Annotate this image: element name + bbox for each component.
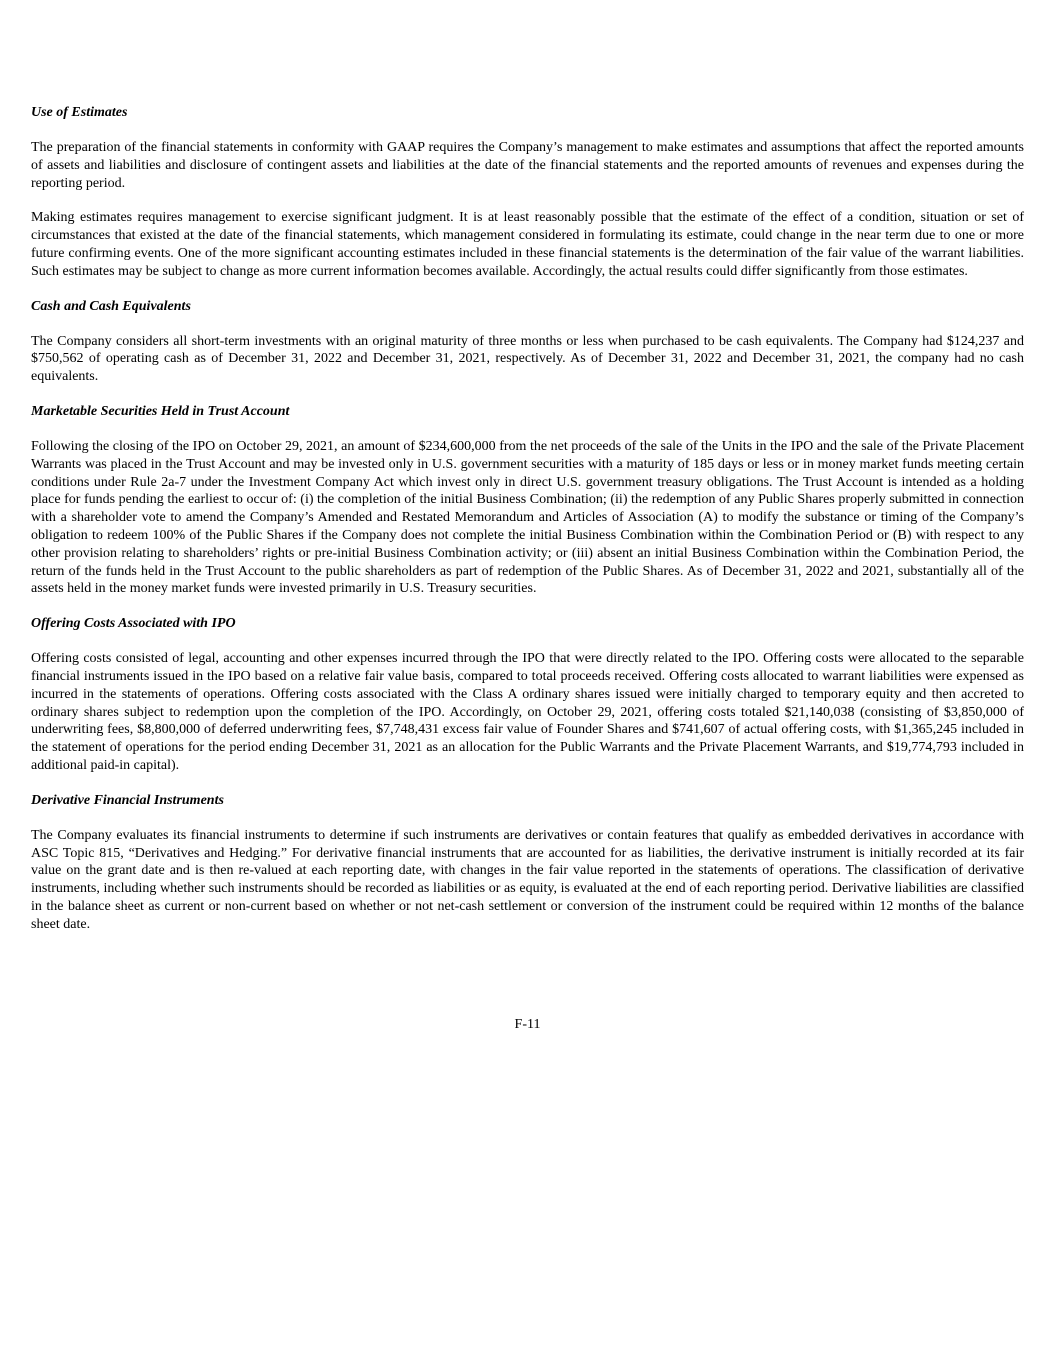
section-derivative-financial-instruments [31, 792, 1024, 934]
document-body [31, 104, 1024, 951]
section-cash-and-cash-equivalents [31, 298, 1024, 386]
section-heading: Derivative Financial Instruments [31, 792, 224, 808]
paragraph: Making estimates requires management to exercise significant judgment. It is at least reasonably possible that the estimate of the effect of a condition, situation or set of circumstances that existed at the date of the financial statements, which management considered in formulating its estimate, could change in the near term due to one or more future confirming events. One of the more significant accounting estimates included in these financial statements is the determination of the fair value of the warrant liabilities. Such estimates may be subject to change as more current information becomes available. Accordingly, the actual results could differ significantly from those estimates. [31, 210, 1024, 279]
paragraph: The Company considers all short-term investments with an original maturity of three months or less when purchased to be cash equivalents. The Company had $124,237 and $750,562 of operating cash as of December 31, 2022 and December 31, 2021, respectively. As of December 31, 2022 and December 31, 2021, the company had no cash equivalents. [31, 333, 1024, 385]
section-offering-costs [31, 615, 1024, 775]
page-number: F-11 [514, 1017, 541, 1032]
section-heading: Use of Estimates [31, 105, 128, 120]
paragraph: The Company evaluates its financial instruments to determine if such instruments are derivatives or contain features that qualify as embedded derivatives in accordance with ASC Topic 815, “Derivatives and Hedging.” For derivative financial instruments that are accounted for as liabilities, the derivative instrument is initially recorded at its fair value on the grant date and is then re-valued at each reporting date, with changes in the fair value reported in the statements of operations. The classification of derivative instruments, including whether such instruments should be recorded as liabilities or as equity, is evaluated at the end of each reporting period. Derivative liabilities are classified in the balance sheet as current or non-current based on whether or not net-cash settlement or conversion of the instrument could be required within 12 months of the balance sheet date. [31, 827, 1024, 932]
section-heading: Marketable Securities Held in Trust Account [31, 403, 290, 419]
section-use-of-estimates [31, 104, 1024, 281]
paragraph: Offering costs consisted of legal, accounting and other expenses incurred through the IPO that were directly related to the IPO. Offering costs were allocated to the separable financial instruments issued in the IPO based on a relative fair value basis, compared to total proceeds received. Offering costs allocated to warrant liabilities were expensed as incurred in the statements of operations. Offering costs associated with the Class A ordinary shares issued were initially charged to temporary equity and then accreted to ordinary shares subject to redemption upon the completion of the IPO. Accordingly, on October 29, 2021, offering costs totaled $21,140,038 (consisting of $3,850,000 of underwriting fees, $8,800,000 of deferred underwriting fees, $7,748,431 excess fair value of Founder Shares and $741,607 of actual offering costs, with $1,365,245 included in the statement of operations for the period ending December 31, 2021 as an allocation for the Public Warrants and the Private Placement Warrants, and $19,774,793 included in additional paid-in capital). [31, 651, 1024, 773]
section-marketable-securities [31, 403, 1024, 598]
section-heading: Offering Costs Associated with IPO [31, 616, 236, 632]
section-heading: Cash and Cash Equivalents [31, 298, 191, 314]
paragraph: The preparation of the financial statements in conformity with GAAP requires the Company’s management to make estimates and assumptions that affect the reported amounts of assets and liabilities and disclosure of contingent assets and liabilities at the date of the financial statements and the reported amounts of revenues and expenses during the reporting period. [31, 140, 1024, 191]
paragraph: Following the closing of the IPO on October 29, 2021, an amount of $234,600,000 from the net proceeds of the sale of the Units in the IPO and the sale of the Private Placement Warrants was placed in the Trust Account and may be invested only in U.S. government securities with a maturity of 185 days or less or in money market funds meeting certain conditions under Rule 2a-7 under the Investment Company Act which invest only in direct U.S. government treasury obligations. The Trust Account is intended as a holding place for funds pending the earliest to occur of: (i) the completion of the initial Business Combination; (ii) the redemption of any Public Shares properly submitted in connection with a shareholder vote to amend the Company’s Amended and Restated Memorandum and Articles of Association (A) to modify the substance or timing of the Company’s obligation to redeem 100% of the Public Shares if the Company does not complete the initial Business Combination within the Combination Period or (B) with respect to any other provision relating to shareholders’ rights or pre-initial Business Combination activity; or (iii) absent an initial Business Combination within the Combination Period, the return of the funds held in the Trust Account to the public shareholders as part of redemption of the Public Shares. As of December 31, 2022 and 2021, substantially all of the assets held in the money market funds were invested primarily in U.S. Treasury securities. [31, 438, 1024, 597]
